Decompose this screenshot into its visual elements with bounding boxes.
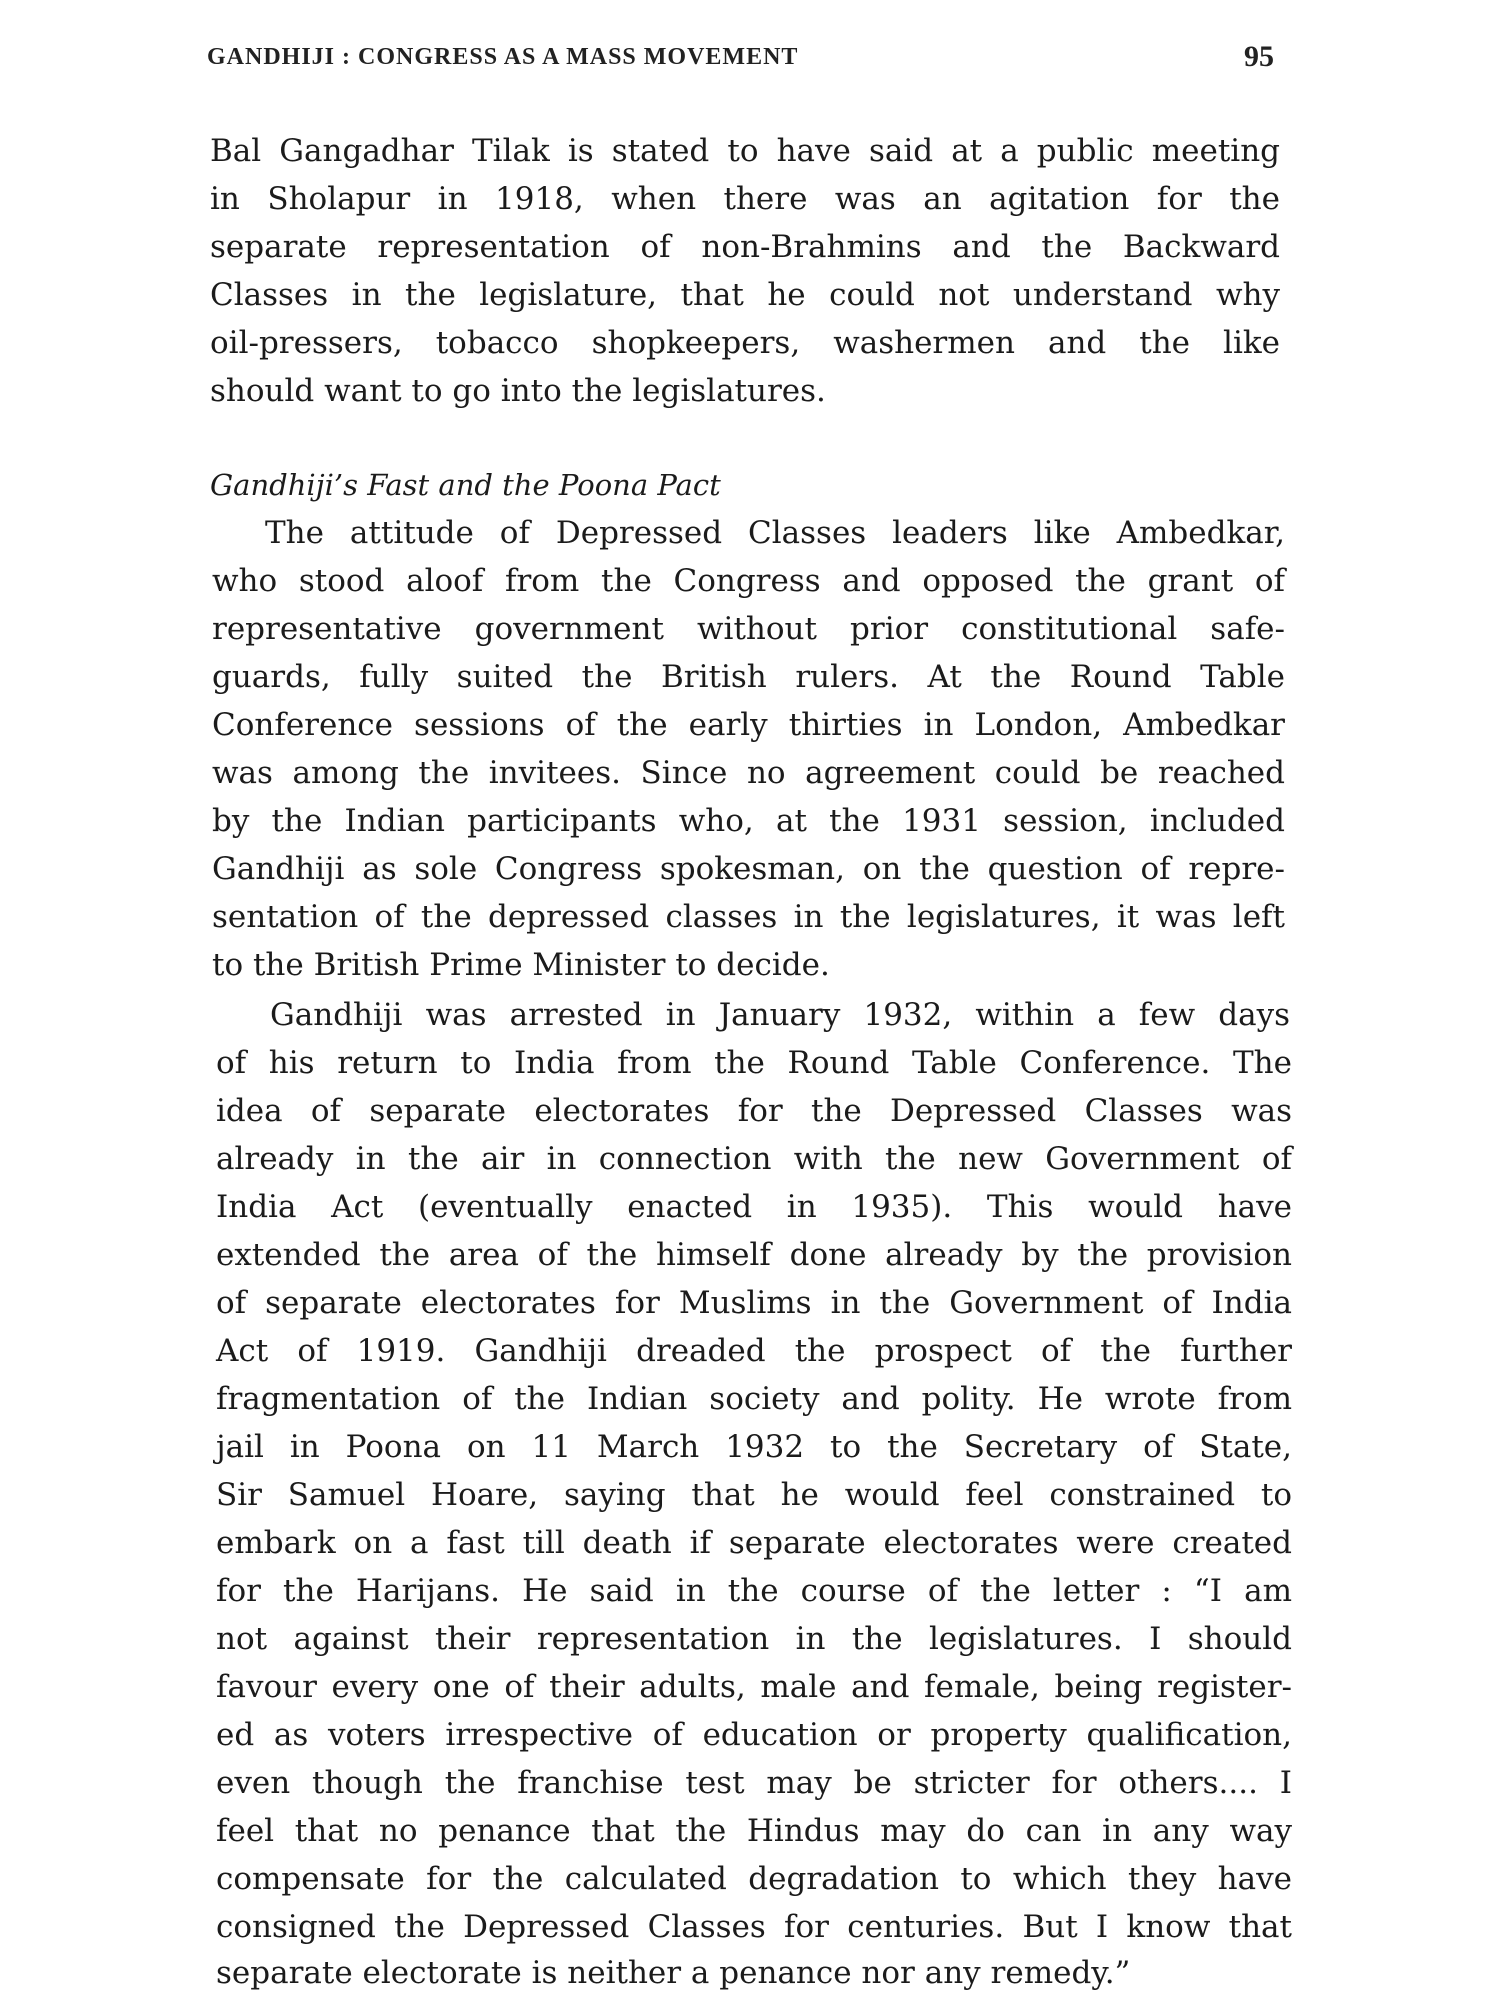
text-line: The attitude of Depressed Classes leaders like Ambedkar,	[265, 515, 1285, 551]
text-line: jail in Poona on 11 March 1932 to the Secretary of State,	[216, 1429, 1292, 1465]
text-line: consigned the Depressed Classes for centuries. But I know that	[216, 1909, 1292, 1945]
text-line: separate electorate is neither a penance nor any remedy.”	[216, 1955, 1131, 1991]
running-head: GANDHIJI : CONGRESS AS A MASS MOVEMENT	[207, 44, 799, 70]
text-line: separate representation of non-Brahmins and the Backward	[210, 229, 1280, 265]
section-heading: Gandhiji’s Fast and the Poona Pact	[210, 468, 721, 502]
text-line: even though the franchise test may be stricter for others.... I	[216, 1765, 1292, 1801]
text-line: fragmentation of the Indian society and polity. He wrote from	[216, 1381, 1292, 1417]
text-line: idea of separate electorates for the Depressed Classes was	[216, 1093, 1292, 1129]
text-line: for the Harijans. He said in the course of the letter : “I am	[216, 1573, 1292, 1609]
text-line: embark on a fast till death if separate electorates were created	[216, 1525, 1292, 1561]
text-line: Classes in the legislature, that he could not understand why	[210, 277, 1280, 313]
text-line: sentation of the depressed classes in the legislatures, it was left	[212, 899, 1285, 935]
text-line: compensate for the calculated degradation to which they have	[216, 1861, 1292, 1897]
text-line: feel that no penance that the Hindus may do can in any way	[216, 1813, 1292, 1849]
text-line: ed as voters irrespective of education or property qualification,	[216, 1717, 1292, 1753]
text-line: representative government without prior constitutional safe-	[212, 611, 1285, 647]
text-line: Gandhiji as sole Congress spokesman, on the question of repre-	[212, 851, 1285, 887]
text-line: not against their representation in the legislatures. I should	[216, 1621, 1292, 1657]
text-line: Bal Gangadhar Tilak is stated to have said at a public meeting	[210, 133, 1280, 169]
text-line: Sir Samuel Hoare, saying that he would feel constrained to	[216, 1477, 1292, 1513]
text-line: guards, fully suited the British rulers. At the Round Table	[212, 659, 1285, 695]
text-line: who stood aloof from the Congress and opposed the grant of	[212, 563, 1285, 599]
text-line: in Sholapur in 1918, when there was an agitation for the	[210, 181, 1280, 217]
text-line: by the Indian participants who, at the 1931 session, included	[212, 803, 1285, 839]
text-line: should want to go into the legislatures.	[210, 373, 826, 409]
text-line: already in the air in connection with the new Government of	[216, 1141, 1292, 1177]
text-line: was among the invitees. Since no agreement could be reached	[212, 755, 1285, 791]
text-line: Act of 1919. Gandhiji dreaded the prospect of the further	[216, 1333, 1292, 1369]
text-line: Conference sessions of the early thirties in London, Ambedkar	[212, 707, 1285, 743]
text-line: extended the area of the himself done already by the provision	[216, 1237, 1292, 1273]
text-line: India Act (eventually enacted in 1935). This would have	[216, 1189, 1292, 1225]
text-line: favour every one of their adults, male and female, being register-	[216, 1669, 1292, 1705]
text-line: of his return to India from the Round Table Conference. The	[216, 1045, 1292, 1081]
text-line: to the British Prime Minister to decide.	[212, 947, 830, 983]
text-line: Gandhiji was arrested in January 1932, within a few days	[270, 997, 1290, 1033]
text-line: of separate electorates for Muslims in the Government of India	[216, 1285, 1292, 1321]
page-number: 95	[1244, 40, 1274, 73]
text-line: oil-pressers, tobacco shopkeepers, washermen and the like	[210, 325, 1280, 361]
